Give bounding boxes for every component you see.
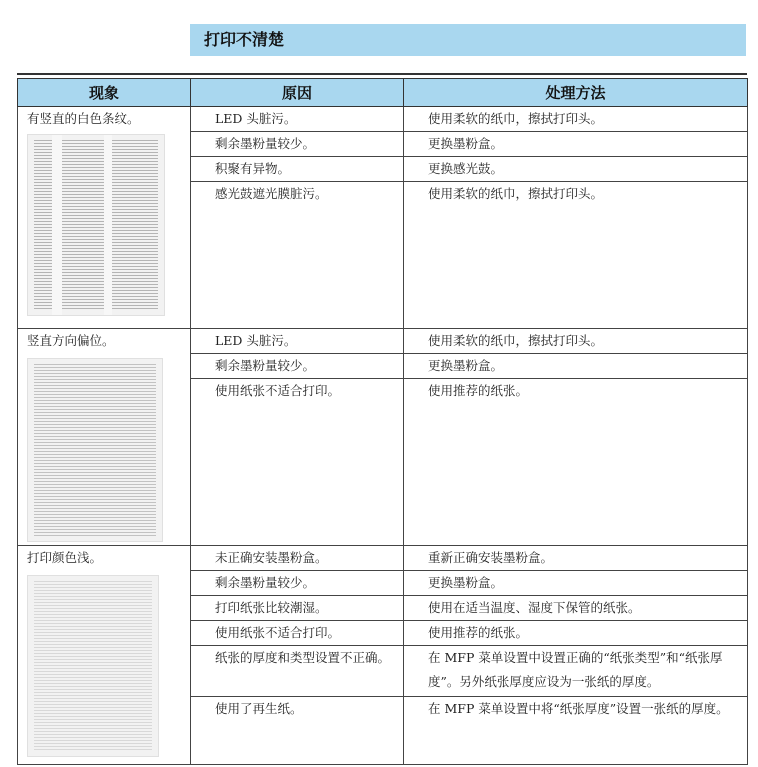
section-title: 打印不清楚	[190, 24, 746, 56]
cause-cell: 使用纸张不适合打印。	[191, 621, 404, 646]
solution-cell: 重新正确安装墨粉盒。	[404, 546, 748, 571]
solution-cell: 使用柔软的纸巾，擦拭打印头。	[404, 182, 748, 329]
cause-cell: 剩余墨粉量较少。	[191, 354, 404, 379]
sample-print-offset	[27, 358, 163, 542]
cause-cell: 纸张的厚度和类型设置不正确。	[191, 646, 404, 697]
solution-cell: 使用在适当温度、湿度下保管的纸张。	[404, 596, 748, 621]
solution-cell: 使用柔软的纸巾，擦拭打印头。	[404, 107, 748, 132]
table-row	[18, 329, 748, 354]
cause-cell: 打印纸张比较潮湿。	[191, 596, 404, 621]
table-row	[18, 546, 748, 571]
solution-cell: 更换墨粉盒。	[404, 571, 748, 596]
symptom-cell-vertical-offset	[18, 329, 191, 546]
solution-cell: 更换墨粉盒。	[404, 354, 748, 379]
symptom-label: 打印颜色浅。	[27, 550, 103, 565]
cause-cell: 未正确安装墨粉盒。	[191, 546, 404, 571]
cause-cell: 使用了再生纸。	[191, 697, 404, 765]
symptom-cell-white-streaks	[18, 107, 191, 329]
table-row	[18, 107, 748, 132]
solution-cell: 使用柔软的纸巾，擦拭打印头。	[404, 329, 748, 354]
header-row	[18, 79, 748, 107]
symptom-cell-faint-print	[18, 546, 191, 765]
header-solution: 处理方法	[404, 79, 748, 107]
cause-cell: 感光鼓遮光膜脏污。	[191, 182, 404, 329]
cause-cell: 剩余墨粉量较少。	[191, 571, 404, 596]
header-symptom: 现象	[18, 79, 191, 107]
cause-cell: 使用纸张不适合打印。	[191, 379, 404, 546]
solution-cell: 更换墨粉盒。	[404, 132, 748, 157]
solution-cell: 使用推荐的纸张。	[404, 379, 748, 546]
solution-cell: 更换感光鼓。	[404, 157, 748, 182]
sample-print-faint	[27, 575, 159, 757]
solution-cell: 使用推荐的纸张。	[404, 621, 748, 646]
top-rule	[17, 73, 747, 75]
cause-cell: LED 头脏污。	[191, 329, 404, 354]
troubleshooting-table	[17, 78, 748, 765]
solution-cell: 在 MFP 菜单设置中将“纸张厚度”设置一张纸的厚度。	[404, 697, 748, 765]
cause-cell: 剩余墨粉量较少。	[191, 132, 404, 157]
cause-cell: LED 头脏污。	[191, 107, 404, 132]
solution-cell: 在 MFP 菜单设置中设置正确的“纸张类型”和“纸张厚度”。另外纸张厚度应设为一张纸的厚度。	[404, 646, 748, 697]
symptom-label: 竖直方向偏位。	[27, 333, 115, 348]
symptom-label: 有竖直的白色条纹。	[27, 111, 140, 126]
header-cause: 原因	[191, 79, 404, 107]
sample-print-white-streaks	[27, 134, 165, 316]
cause-cell: 积聚有异物。	[191, 157, 404, 182]
